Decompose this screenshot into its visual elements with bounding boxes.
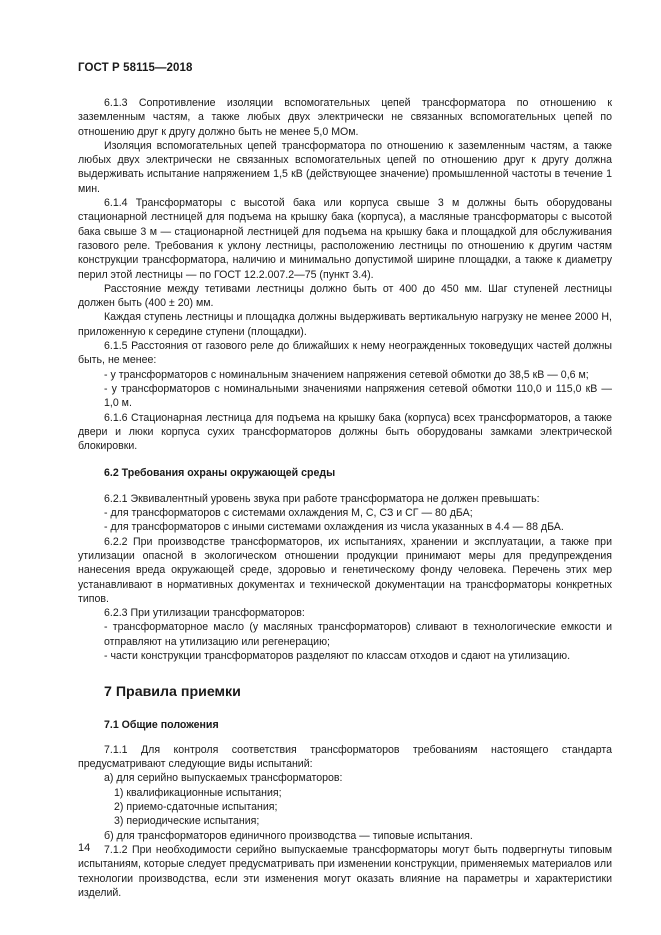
section-heading-7-1: 7.1 Общие положения bbox=[104, 718, 219, 731]
document-header: ГОСТ Р 58115—2018 bbox=[78, 62, 193, 74]
paragraph-6-1-6: 6.1.6 Стационарная лестница для подъема на крышку бака (корпуса) всех трансформаторов, а также двери и люки корпуса сухих трансформаторов должны быть оборудованы замками электрической блокировки. bbox=[78, 411, 612, 453]
paragraph-6-2-1: 6.2.1 Эквивалентный уровень звука при работе трансформатора не должен превышать: bbox=[104, 492, 540, 505]
paragraph-6-1-5: 6.1.5 Расстояния от газового реле до ближайших к нему неогражденных токоведущих частей должны быть, не менее: bbox=[78, 340, 612, 367]
list-item: - у трансформаторов с номинальными значениями напряжения сетевой обмотки 110,0 и 115,0 кВ — 1,0 м. bbox=[104, 382, 612, 410]
list-item: - для трансформаторов с иными системами охлаждения из числа указанных в 4.4 — 88 дБА. bbox=[104, 521, 564, 534]
paragraph-6-1-4-distance: Расстояние между тетивами лестницы должно быть от 400 до 450 мм. Шаг ступеней лестницы должен быть (400 ± 20) мм. bbox=[78, 282, 612, 310]
paragraph-6-1-4-load: Каждая ступень лестницы и площадка должны выдерживать вертикальную нагрузку не менее 2000 Н, приложенную к середине ступени (площадки). bbox=[78, 311, 612, 338]
list-item: б) для трансформаторов единичного производства — типовые испытания. bbox=[104, 829, 473, 842]
list-item: 1) квалификационные испытания; bbox=[114, 786, 282, 799]
list-item: - у трансформаторов с номинальным значением напряжения сетевой обмотки до 38,5 кВ — 0,6 м; bbox=[104, 368, 589, 381]
list-item: - трансформаторное масло (у масляных трансформаторов) сливают в технологические емкости и отправляют на утилизацию или регенерацию; bbox=[104, 621, 612, 648]
paragraph-6-2-3: 6.2.3 При утилизации трансформаторов: bbox=[104, 607, 305, 620]
paragraph-6-1-3: 6.1.3 Сопротивление изоляции вспомогательных цепей трансформатора по отношению к заземленным частям, а также любых двух электрически не связанных вспомогательных цепей по отношению друг к другу должно быть не менее 5,0 МОм. bbox=[78, 97, 612, 138]
paragraph-7-1-1: 7.1.1 Для контроля соответствия трансформаторов требованиям настоящего стандарта предусматривают следующие виды испытаний: bbox=[78, 743, 612, 771]
list-item: 2) приемо-сдаточные испытания; bbox=[114, 801, 278, 814]
paragraph-7-1-2: 7.1.2 При необходимости серийно выпускаемые трансформаторы могут быть подвергнуты типовым испытаниям, которые следует предусматривать при изменении конструкции, применяемых материалов или технологии производства, если эти изменения могут оказать влияние на параметры и характеристики изделий. bbox=[78, 843, 612, 899]
page-number: 14 bbox=[78, 842, 91, 854]
section-heading-6-2: 6.2 Требования охраны окружающей среды bbox=[104, 467, 336, 480]
section-heading-7: 7 Правила приемки bbox=[104, 684, 241, 701]
list-item: - для трансформаторов с системами охлаждения М, С, СЗ и СГ — 80 дБА; bbox=[104, 507, 473, 520]
paragraph-6-2-2: 6.2.2 При производстве трансформаторов, их испытаниях, хранении и эксплуатации, а также при утилизации опасной в экологическом отношении продукции принимают меры для предупреждения нанесения вреда окружающей среде, здоровью и генетическому фонду человека. Перечень этих мер устанавливают в нормативных документах и технической документации на трансформаторы конкретных типов. bbox=[78, 535, 612, 605]
page-content bbox=[78, 96, 612, 900]
list-item: а) для серийно выпускаемых трансформаторов: bbox=[104, 772, 343, 785]
list-item: 3) периодические испытания; bbox=[114, 815, 260, 828]
list-item: - части конструкции трансформаторов разделяют по классам отходов и сдают на утилизацию. bbox=[104, 649, 571, 662]
paragraph-6-1-4: 6.1.4 Трансформаторы с высотой бака или корпуса свыше 3 м должны быть оборудованы стационарной лестницей для подъема на крышку бака (корпуса), а масляные трансформаторы с высотой бака свыше 3 м — стационарной лестницей для подъема на крышку бака и площадкой для обслуживания газового реле. Требования к уклону лестницы, расположению лестницы по отношению к другим частям конструкции трансформатора, наличию и минимально допустимой ширине площадки, а также к диаметру перил этой лестницы — по ГОСТ 12.2.007.2—75 (пункт 3.4). bbox=[78, 197, 612, 281]
paragraph-6-1-3-insulation: Изоляция вспомогательных цепей трансформатора по отношению к заземленным частям, а также любых двух электрически не связанных вспомогательных цепей по отношению друг к другу должна выдерживать испытание напряжением 1,5 кВ (действующее значение) промышленной частоты в течение 1 мин. bbox=[78, 139, 612, 195]
